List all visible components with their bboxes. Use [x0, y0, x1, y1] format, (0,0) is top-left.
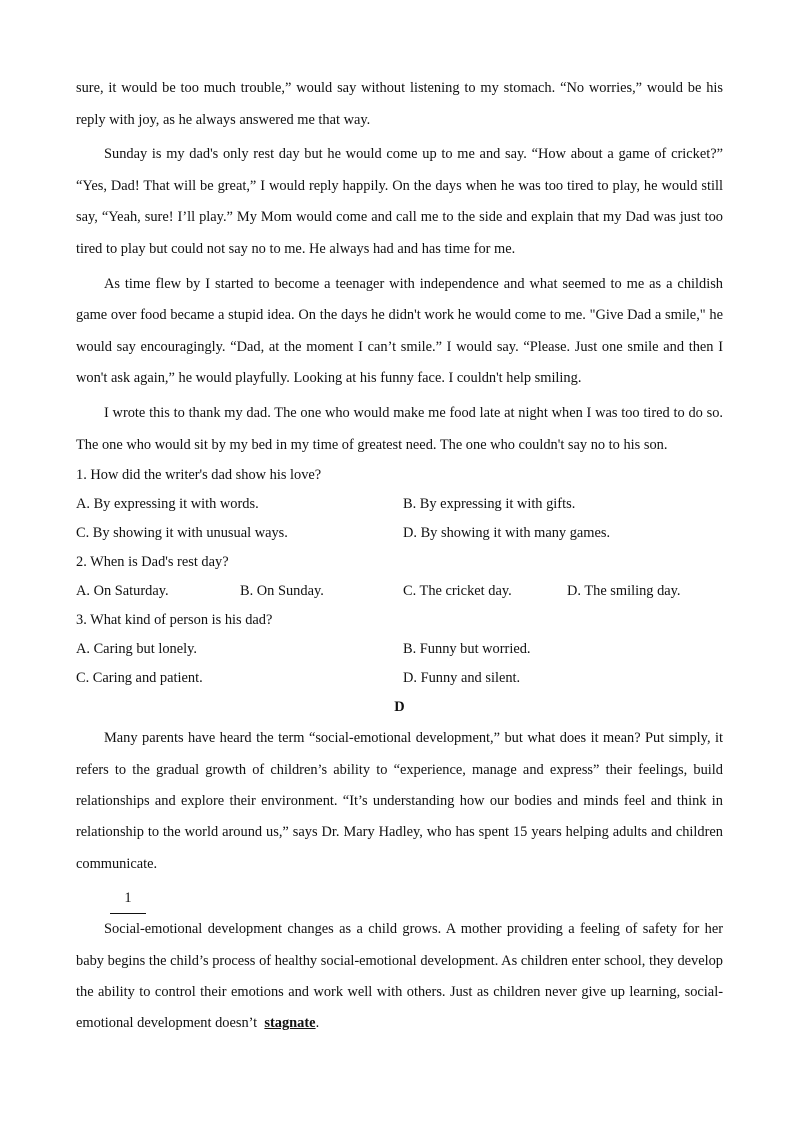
- section-heading: D: [394, 699, 405, 716]
- question-2-option-b[interactable]: B. On Sunday.: [240, 583, 324, 600]
- passage-c-paragraph-3: As time flew by I started to become a teenager with independence and what seemed to me as a childish game over food became a stupid idea. On the days he didn't work he would come to me. "Give Dad a smile," he would say encouragingly. “Dad, at the moment I can’t smile.” I would say. “Please. Just one smile and then I won't ask again,” he would playfully. Looking at his funny face. I couldn't help smiling.: [76, 275, 723, 387]
- question-1-stem: 1. How did the writer's dad show his love?: [76, 467, 322, 484]
- passage-c-paragraph-2: Sunday is my dad's only rest day but he would come up to me and say. “How about a game of cricket?” “Yes, Dad! That will be great,” I would reply happily. On the days when he was too tired to play, he would still say, “Yeah, sure! I’ll play.” My Mom would come and call me to the side and explain that my Dad was just too tired to play but could not say no to me. He always had and has time for me.: [76, 146, 723, 257]
- question-3-option-d[interactable]: D. Funny and silent.: [403, 670, 521, 687]
- question-2-option-c[interactable]: C. The cricket day.: [403, 583, 512, 600]
- question-1-option-a[interactable]: A. By expressing it with words.: [76, 496, 259, 513]
- underlined-word: stagnate: [264, 1015, 316, 1032]
- passage-c-paragraph-4: I wrote this to thank my dad. The one who would make me food late at night when I was too tired to do so. The one who would sit by my bed in my time of greatest need. The one who couldn't say no to his son.: [76, 404, 723, 453]
- document-page: [76, 73, 723, 1043]
- question-3-options-row-2: [76, 664, 723, 693]
- passage-d-paragraph-2-text: Social-emotional development changes as a child grows. A mother providing a feeling of safety for her baby begins the child’s process of healthy social-emotional development. As children enter school, they develop the ability to control their emotions and work well with others. Just as children never give up learning, social-emotional development doesn’t: [76, 921, 723, 1032]
- question-3-option-a[interactable]: A. Caring but lonely.: [76, 641, 197, 658]
- question-1-options-row-1: [76, 490, 723, 519]
- question-2-option-a[interactable]: A. On Saturday.: [76, 583, 169, 600]
- paragraph-end-punctuation: .: [315, 1015, 320, 1032]
- question-1-option-b[interactable]: B. By expressing it with gifts.: [403, 496, 576, 513]
- question-3-option-c[interactable]: C. Caring and patient.: [76, 670, 203, 687]
- passage-c-paragraph-1: sure, it would be too much trouble,” would say without listening to my stomach. “No worries,” would be his reply with joy, as he always answered me that way.: [76, 80, 723, 128]
- question-1-option-c[interactable]: C. By showing it with unusual ways.: [76, 525, 288, 542]
- question-1-option-d[interactable]: D. By showing it with many games.: [403, 525, 611, 542]
- answer-blank-1[interactable]: 1: [110, 883, 146, 914]
- question-3-options-row-1: [76, 635, 723, 664]
- question-3-stem: 3. What kind of person is his dad?: [76, 612, 273, 629]
- question-2-option-d[interactable]: D. The smiling day.: [567, 583, 681, 600]
- question-1-options-row-2: [76, 519, 723, 548]
- question-3-option-b[interactable]: B. Funny but worried.: [403, 641, 531, 658]
- passage-d-paragraph-1: Many parents have heard the term “social-emotional development,” but what does it mean? Put simply, it refers to the gradual growth of children’s ability to “experience, manage and express” their feelings, build relationships and explore their environment. “It’s understanding how our bodies and minds feel and think in relationship to the world around us,” says Dr. Mary Hadley, who has spent 15 years helping adults and children communicate.: [76, 730, 723, 872]
- question-2-stem: 2. When is Dad's rest day?: [76, 554, 229, 571]
- passage-d-paragraph-2: [76, 914, 723, 1040]
- answer-blank-line: [110, 883, 723, 914]
- question-2-options-row: [76, 577, 723, 606]
